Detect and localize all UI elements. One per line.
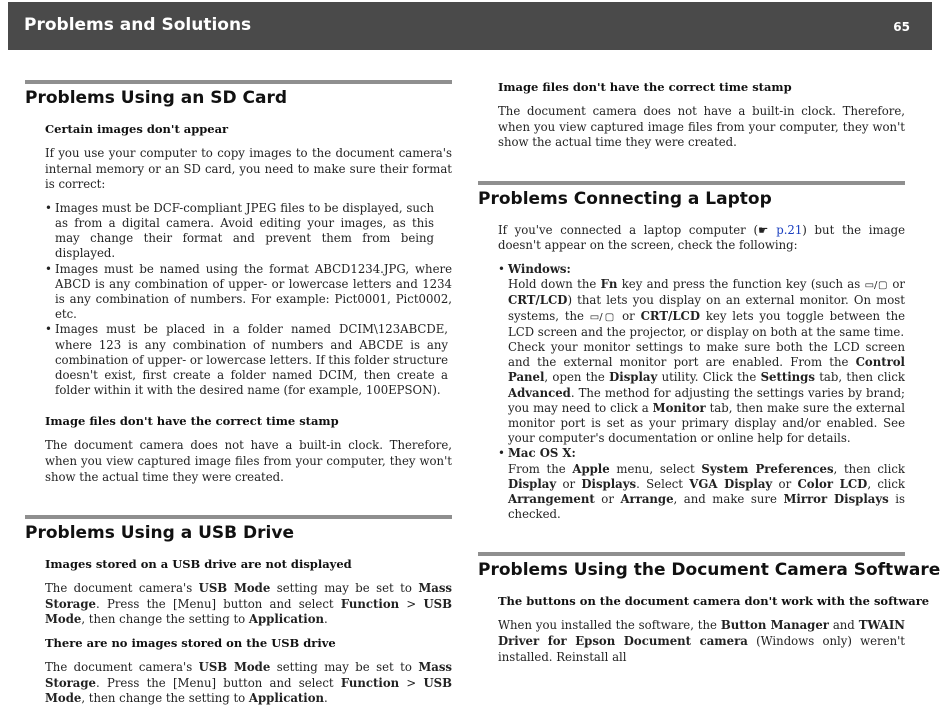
text: Monitor (652, 400, 706, 415)
subheading-buttons-dont-work: The buttons on the document camera don't work with the software (498, 594, 930, 609)
text: Function (340, 675, 400, 690)
text: Mass Storage (45, 659, 452, 690)
text: , open the (544, 370, 610, 385)
text: , then change the setting to (81, 612, 249, 627)
page-link[interactable]: p.21 (776, 222, 803, 237)
paragraph-format-intro: If you use your computer to copy images to the document camera's internal memory or an SD card, you need to make sure their format is correct: (45, 146, 452, 192)
text: (Windows only) weren't installed. Reinstall all (498, 634, 905, 664)
text: Settings (760, 370, 815, 385)
text: Mass Storage (45, 581, 452, 611)
text: USB Mode (198, 581, 271, 596)
subheading-time-stamp: Image files don't have the correct time stamp (45, 414, 339, 429)
paragraph-usb-mode-2 (45, 660, 452, 707)
section-divider (478, 181, 905, 185)
text: or (556, 476, 582, 491)
subheading-images-dont-appear: Certain images don't appear (45, 122, 229, 136)
text: Control Panel (508, 355, 905, 385)
text: VGA Display (689, 476, 773, 491)
text: > (399, 675, 424, 690)
subheading-time-stamp-right: Image files don't have the correct time stamp (498, 80, 792, 94)
text: setting may be set to (270, 659, 419, 674)
paragraph-time-stamp: The document camera does not have a built-in clock. Therefore, when you view captured image files from your computer, they won't show the actual time they were created. (45, 438, 452, 484)
left-column (25, 80, 452, 707)
text: key lets you toggle between the LCD screen and the projector, or display on both at the same time. (508, 308, 906, 339)
right-column (478, 80, 941, 665)
display-toggle-icon: ▭/▢ (589, 311, 617, 323)
list-item-windows (498, 262, 905, 446)
text: key and press the function key (such as (617, 277, 865, 292)
text: Check your monitor settings to make sure both the LCD screen and the external monitor port are enabled. From the (508, 339, 905, 370)
text: USB Mode (198, 659, 271, 674)
section-divider (478, 552, 905, 556)
text: . The method for adjusting the settings varies by brand; you may need to click a (508, 385, 905, 415)
text: The document camera's (45, 659, 199, 674)
text: TWAIN Driver for Epson Document camera (498, 618, 905, 649)
subheading-no-images-stored: There are no images stored on the USB drive (45, 635, 336, 650)
text: USB Mode (45, 596, 452, 627)
list-item: • Images must be DCF-compliant JPEG files to be displayed, such as from a digital camera. Avoid editing your images, as this may change their format and prevent them from being displayed. (45, 201, 452, 262)
text: The document camera's (45, 581, 199, 596)
page-number: 65 (893, 20, 910, 34)
text: tab, then click (814, 370, 906, 385)
paragraph-time-stamp-right: The document camera does not have a built-in clock. Therefore, when you view captured image files from your computer, they won't show the actual time they were created. (498, 104, 905, 150)
text: ) that lets you display on an external monitor. On most systems, the (508, 293, 905, 323)
list-item: • Images must be placed in a folder named DCIM\123ABCDE, where 123 is any combination of numbers and ABCDE is any combination of upper- or lowercase letters. If this folder structure doesn't exist, first create a folder named DCIM, then create a folder within it with the desired name (for example, 100EPSON). (45, 322, 452, 398)
text: Display (609, 370, 658, 385)
text: Displays (581, 476, 637, 491)
text: , then click (833, 461, 905, 476)
text: or (616, 308, 641, 323)
text: > (399, 596, 424, 611)
text: menu, select (609, 461, 702, 476)
laptop-checklist (498, 262, 905, 522)
paragraph-software (498, 618, 905, 665)
section-heading-sd-card: Problems Using an SD Card (25, 88, 288, 108)
text: . Press the [Menu] button and select (95, 596, 341, 611)
text: or (772, 476, 798, 491)
text: Mac OS X: (508, 446, 576, 461)
text: is checked. (508, 492, 905, 522)
text: USB Mode (45, 675, 452, 706)
text: Windows: (508, 261, 571, 276)
text: . Select (636, 476, 690, 491)
page-header (8, 2, 932, 50)
text: Advanced (508, 385, 571, 400)
text: CRT/LCD (640, 308, 700, 323)
text: From the (508, 461, 573, 476)
text: If you've connected a laptop computer ( (498, 222, 759, 237)
paragraph-laptop-intro (498, 223, 905, 254)
text: and (828, 618, 859, 633)
text: Application (248, 612, 325, 627)
text: or (594, 492, 621, 507)
text: Hold down the (508, 277, 601, 292)
text: Button Manager (720, 618, 829, 633)
text: . (324, 612, 328, 627)
text: , then change the setting to (81, 691, 249, 706)
section-heading-software: Problems Using the Document Camera Software (478, 560, 941, 581)
section-divider (25, 80, 452, 84)
text: Function (340, 596, 400, 611)
list-item: • Images must be named using the format ABCD1234.JPG, where ABCD is any combination of upper- or lowercase letters and 1234 is any combination of numbers. For example: Pict0001, Pict0002, etc. (45, 262, 452, 323)
text: Fn (600, 277, 618, 292)
text: Arrange (620, 492, 674, 507)
header-title: Problems and Solutions (24, 15, 252, 35)
text: Color LCD (797, 476, 868, 491)
section-heading-usb-drive: Problems Using a USB Drive (25, 523, 294, 544)
text: Display (508, 476, 557, 491)
text: , and make sure (673, 492, 784, 507)
format-requirements-list (45, 201, 452, 399)
section-heading-laptop: Problems Connecting a Laptop (478, 188, 772, 209)
paragraph-usb-mode (45, 581, 452, 628)
text: , click (867, 476, 905, 491)
text: System Preferences (701, 461, 834, 476)
text: setting may be set to (270, 581, 419, 596)
pointing-hand-icon: ☛ (758, 222, 769, 237)
text: When you installed the software, the (498, 618, 721, 633)
text: ) but the image doesn't appear on the screen, check the following: (498, 222, 905, 253)
text: . Press the [Menu] button and select (95, 675, 341, 690)
text: . (324, 691, 328, 706)
display-toggle-icon: ▭/▢ (864, 280, 889, 292)
text: Apple (572, 461, 610, 476)
text: CRT/LCD (508, 293, 568, 308)
text: Mirror Displays (783, 492, 889, 507)
text: Arrangement (508, 492, 595, 507)
text: or (888, 277, 905, 292)
text: utility. Click the (657, 370, 761, 385)
subheading-images-not-displayed: Images stored on a USB drive are not displayed (45, 557, 352, 572)
text: tab, then make sure the external monitor port is set as your primary display and/or enabled. See your computer's documentation or online help for details. (508, 400, 905, 446)
list-item-mac (498, 446, 905, 522)
text: Application (248, 691, 325, 706)
section-divider (25, 515, 452, 519)
